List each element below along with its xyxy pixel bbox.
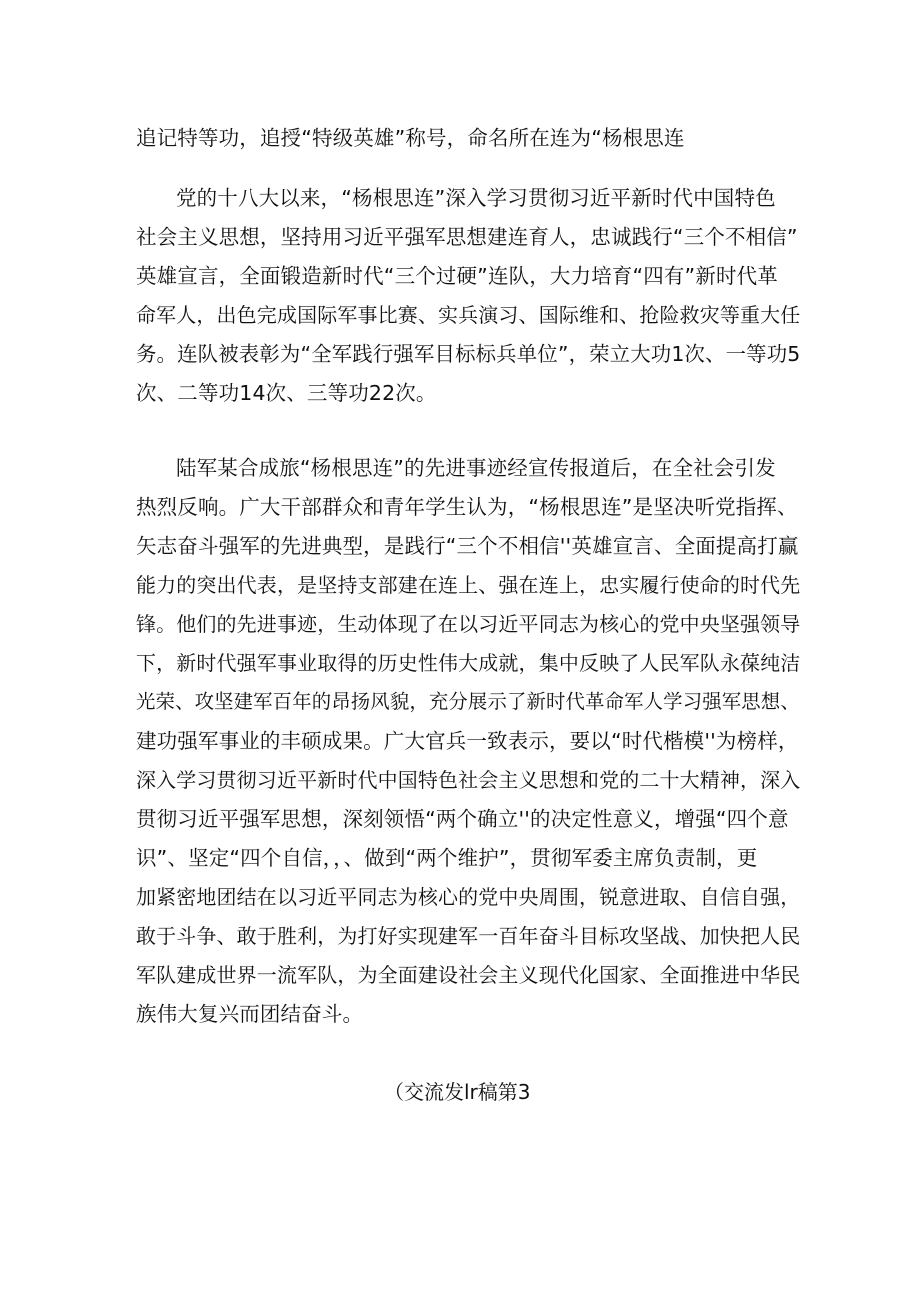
paragraph-2-line-10: 贯彻习近平强军思想，深刻领悟“两个确立''的决定性意义，增强“四个意 (136, 807, 789, 831)
paragraph-1-line-1: 党的十八大以来，“杨根思连”深入学习贯彻习近平新时代中国特色 (176, 186, 776, 210)
paragraph-2-line-1: 陆军某合成旅“杨根思连”的先进事迹经宣传报道后，在全社会引发 (176, 456, 776, 480)
paragraph-1-line-4: 命军人，出色完成国际军事比赛、实兵演习、国际维和、抢险救灾等重大任 (136, 303, 801, 327)
paragraph-2-line-3: 矢志奋斗强军的先进典型，是践行“三个不相信''英雄宣言、全面提高打赢 (136, 534, 799, 558)
paragraph-2-line-6: 下，新时代强军事业取得的历史性伟大成就，集中反映了人民军队永葆纯洁 (136, 651, 801, 675)
paragraph-2-line-14: 军队建成世界一流军队，为全面建设社会主义现代化国家、全面推进中华民 (136, 963, 801, 987)
paragraph-1-line-2: 社会主义思想，坚持用习近平强军思想建连育人，忠诚践行“三个不相信” (136, 225, 798, 249)
paragraph-2-line-5: 锋。他们的先进事迹，生动体现了在以习近平同志为核心的党中央坚强领导 (136, 612, 801, 636)
paragraph-1-line-5: 务。连队被表彰为“全军践行强军目标标兵单位”，荣立大功1次、一等功5 (136, 342, 801, 366)
paragraph-2-line-12: 加紧密地团结在以习近平同志为核心的党中央周围，锐意进取、自信自强， (136, 885, 801, 909)
paragraph-2-line-7: 光荣、攻坚建军百年的昂扬风貌，充分展示了新时代革命军人学习强军思想、 (136, 690, 800, 713)
paragraph-2-line-2: 热烈反响。广大干部群众和青年学生认为，“杨根思连”是坚决听党指挥、 (136, 495, 798, 519)
paragraph-2-line-13: 敢于斗争、敢于胜利，为打好实现建军一百年奋斗目标攻坚战、加快把人民 (136, 924, 801, 948)
paragraph-1-line-3: 英雄宣言，全面锻造新时代“三个过硬”连队，大力培育“四有”新时代革 (136, 264, 778, 288)
top-line: 追记特等功，追授“特级英雄”称号，命名所在连为“杨根思连 (136, 126, 685, 150)
paragraph-2-line-9: 深入学习贯彻习近平新时代中国特色社会主义思想和党的二十大精神，深入 (136, 768, 801, 792)
paragraph-2-line-11: 识”、坚定“四个自信，，、做到“两个维护”，贯彻军委主席负责制，更 (136, 846, 758, 870)
paragraph-2-line-4: 能力的突出代表，是坚持支部建在连上、强在连上，忠实履行使命的时代先 (136, 573, 801, 597)
caption: （交流发lr稿第3 (384, 1080, 531, 1104)
paragraph-2-line-15: 族伟大复兴而团结奋斗。 (136, 1002, 364, 1026)
paragraph-1-line-6: 次、二等功14次、三等功22次。 (136, 381, 437, 405)
paragraph-2-line-8: 建功强军事业的丰硕成果。广大官兵一致表示，要以“时代楷模''为榜样， (136, 729, 799, 753)
